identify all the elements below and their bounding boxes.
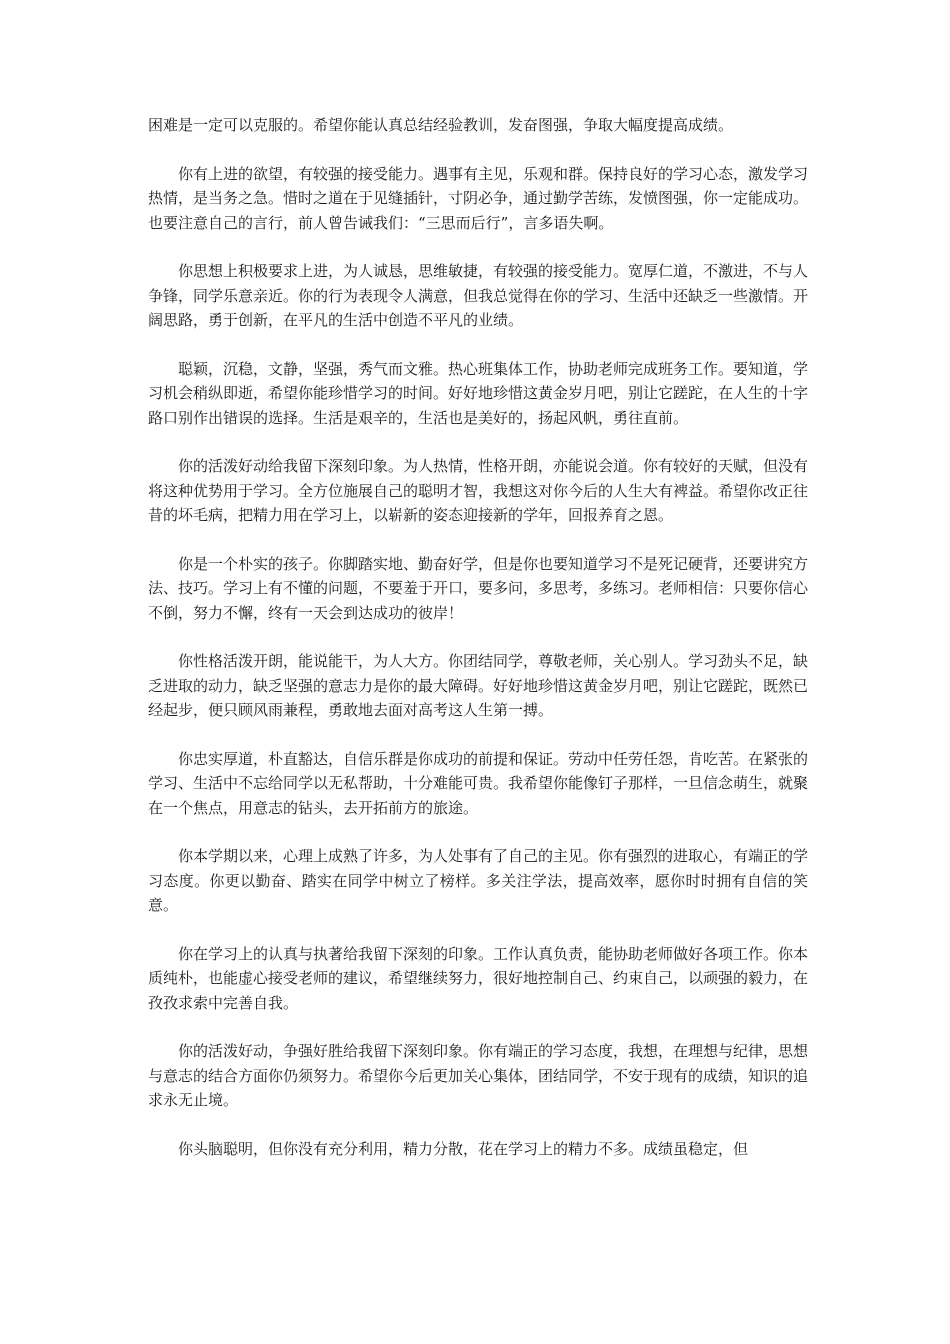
paragraph: 你本学期以来，心理上成熟了许多，为人处事有了自己的主见。你有强烈的进取心，有端正的学习态度。你更以勤奋、踏实在同学中树立了榜样。多关注学法，提高效率，愿你时时拥有自信的笑意。 bbox=[148, 847, 809, 914]
paragraph-continued: 困难是一定可以克服的。希望你能认真总结经验教训，发奋图强，争取大幅度提高成绩。 bbox=[148, 116, 734, 134]
paragraph-truncated: 你头脑聪明，但你没有充分利用，精力分散，花在学习上的精力不多。成绩虽稳定，但 bbox=[178, 1139, 749, 1158]
paragraph: 你的活泼好动给我留下深刻印象。为人热情，性格开朗，亦能说会道。你有较好的天赋，但没有将这种优势用于学习。全方位施展自己的聪明才智，我想这对你今后的人生大有裨益。希望你改正往昔的坏毛病，把精力用在学习上，以崭新的姿态迎接新的学年，回报养育之恩。 bbox=[148, 457, 809, 524]
paragraph: 你的活泼好动，争强好胜给我留下深刻印象。你有端正的学习态度，我想，在理想与纪律，思想与意志的结合方面你仍须努力。希望你今后更加关心集体，团结同学，不安于现有的成绩，知识的追求永无止境。 bbox=[148, 1042, 809, 1109]
paragraph: 你忠实厚道，朴直豁达，自信乐群是你成功的前提和保证。劳动中任劳任怨，肯吃苦。在紧张的学习、生活中不忘给同学以无私帮助，十分难能可贵。我希望你能像钉子那样，一旦信念萌生，就聚在一个焦点，用意志的钻头，去开拓前方的旅途。 bbox=[148, 749, 809, 817]
paragraph: 你思想上积极要求上进，为人诚恳，思维敏捷，有较强的接受能力。宽厚仁道，不激进，不与人争锋，同学乐意亲近。你的行为表现令人满意，但我总觉得在你的学习、生活中还缺乏一些激情。开阔思路，勇于创新，在平凡的生活中创造不平凡的业绩。 bbox=[148, 262, 809, 329]
paragraph: 你性格活泼开朗，能说能干，为人大方。你团结同学，尊敬老师，关心别人。学习劲头不足，缺乏进取的动力，缺乏坚强的意志力是你的最大障碍。好好地珍惜这黄金岁月吧，别让它蹉跎，既然已经起步，便只顾风雨兼程，勇敢地去面对高考这人生第一搏。 bbox=[148, 652, 809, 719]
paragraph: 聪颖，沉稳，文静，坚强，秀气而文雅。热心班集体工作，协助老师完成班务工作。要知道，学习机会稍纵即逝，希望你能珍惜学习的时间。好好地珍惜这黄金岁月吧，别让它蹉跎，在人生的十字路口别作出错误的选择。生活是艰辛的，生活也是美好的，扬起风帆，勇往直前。 bbox=[148, 359, 809, 427]
paragraph: 你是一个朴实的孩子。你脚踏实地、勤奋好学，但是你也要知道学习不是死记硬背，还要讲究方法、技巧。学习上有不懂的问题，不要羞于开口，要多问，多思考，多练习。老师相信：只要你信心不倒，努力不懈，终有一天会到达成功的彼岸！ bbox=[148, 554, 809, 622]
paragraph: 你在学习上的认真与执著给我留下深刻的印象。工作认真负责，能协助老师做好各项工作。你本质纯朴，也能虚心接受老师的建议，希望继续努力，很好地控制自己、约束自己，以顽强的毅力，在孜孜求索中完善自我。 bbox=[148, 944, 809, 1012]
paragraph: 你有上进的欲望，有较强的接受能力。遇事有主见，乐观和群。保持良好的学习心态，激发学习热情，是当务之急。惜时之道在于见缝插针，寸阴必争，通过勤学苦练，发愤图强，你一定能成功。也要注意自己的言行，前人曾告诫我们：“三思而后行”，言多语失啊。 bbox=[148, 164, 809, 232]
document-body bbox=[148, 113, 808, 1185]
